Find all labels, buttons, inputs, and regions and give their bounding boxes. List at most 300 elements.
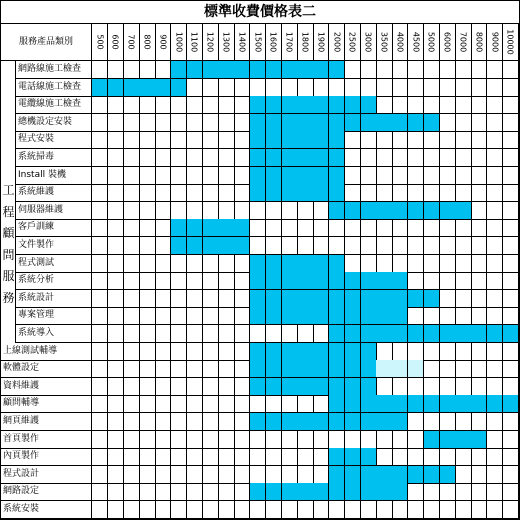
price-cell	[329, 184, 345, 202]
row-label: 電纜線施工檢查	[16, 96, 92, 114]
price-cell	[455, 448, 471, 466]
price-cell	[408, 79, 424, 97]
row-label: 首頁製作	[1, 431, 92, 449]
price-cell	[92, 272, 108, 290]
price-cell	[187, 466, 203, 484]
price-cell	[282, 79, 298, 97]
price-cell	[313, 184, 329, 202]
price-cell	[361, 325, 377, 343]
price-cell	[155, 483, 171, 501]
price-cell	[139, 114, 155, 132]
price-cell	[155, 325, 171, 343]
price-cell	[266, 219, 282, 237]
price-cell	[313, 501, 329, 519]
row-label: Install 裝機	[16, 167, 92, 185]
price-cell	[455, 219, 471, 237]
price-cell	[313, 114, 329, 132]
price-cell	[203, 96, 219, 114]
price-cell	[171, 307, 187, 325]
price-cell	[124, 219, 140, 237]
column-header-label: 7000	[458, 31, 468, 53]
price-cell	[487, 149, 503, 167]
price-cell	[424, 360, 440, 378]
price-cell	[92, 255, 108, 273]
row-label: 專案管理	[16, 307, 92, 325]
price-cell	[345, 307, 361, 325]
price-cell	[455, 255, 471, 273]
price-cell	[376, 307, 392, 325]
price-cell	[266, 501, 282, 519]
price-cell	[266, 413, 282, 431]
price-cell	[108, 290, 124, 308]
price-cell	[171, 378, 187, 396]
column-header	[361, 23, 377, 61]
price-cell	[139, 290, 155, 308]
price-cell	[218, 448, 234, 466]
price-cell	[424, 79, 440, 97]
price-cell	[408, 483, 424, 501]
price-cell	[487, 501, 503, 519]
price-cell	[313, 413, 329, 431]
price-cell	[187, 149, 203, 167]
price-cell	[124, 96, 140, 114]
price-cell	[266, 483, 282, 501]
column-header-label: 500	[95, 34, 105, 50]
price-cell	[408, 96, 424, 114]
price-cell	[187, 483, 203, 501]
price-cell	[171, 325, 187, 343]
column-header-label: 1900	[316, 31, 326, 53]
price-cell	[266, 360, 282, 378]
price-cell	[155, 96, 171, 114]
price-cell	[408, 466, 424, 484]
price-cell	[440, 501, 456, 519]
price-cell	[250, 413, 266, 431]
price-cell	[218, 466, 234, 484]
price-cell	[313, 325, 329, 343]
price-cell	[487, 219, 503, 237]
price-cell	[124, 466, 140, 484]
price-cell	[503, 149, 519, 167]
group-label-char: 務	[2, 290, 15, 305]
price-cell	[234, 343, 250, 361]
price-cell	[108, 131, 124, 149]
price-cell	[124, 448, 140, 466]
price-cell	[250, 131, 266, 149]
price-cell	[455, 61, 471, 79]
price-cell	[503, 290, 519, 308]
price-cell	[392, 96, 408, 114]
price-cell	[250, 501, 266, 519]
price-cell	[297, 343, 313, 361]
price-cell	[424, 290, 440, 308]
price-cell	[203, 431, 219, 449]
price-cell	[455, 167, 471, 185]
price-cell	[487, 255, 503, 273]
price-cell	[108, 325, 124, 343]
price-cell	[297, 79, 313, 97]
price-cell	[440, 255, 456, 273]
price-cell	[297, 131, 313, 149]
column-header	[108, 23, 124, 61]
price-cell	[329, 202, 345, 220]
price-cell	[124, 184, 140, 202]
price-cell	[440, 219, 456, 237]
price-cell	[92, 290, 108, 308]
price-cell	[503, 431, 519, 449]
price-cell	[108, 466, 124, 484]
column-header-label: 1100	[189, 31, 199, 53]
price-cell	[345, 395, 361, 413]
price-cell	[392, 378, 408, 396]
price-cell	[424, 219, 440, 237]
column-header	[92, 23, 108, 61]
price-cell	[171, 501, 187, 519]
row-label: 網路線施工檢查	[16, 61, 92, 79]
price-cell	[424, 167, 440, 185]
price-cell	[92, 343, 108, 361]
row-label: 資料維護	[1, 378, 92, 396]
column-header	[187, 23, 203, 61]
price-cell	[282, 167, 298, 185]
price-cell	[124, 167, 140, 185]
price-cell	[392, 343, 408, 361]
price-cell	[282, 501, 298, 519]
price-cell	[440, 184, 456, 202]
price-cell	[92, 431, 108, 449]
column-header-label: 5000	[426, 31, 436, 53]
price-cell	[187, 413, 203, 431]
price-cell	[124, 131, 140, 149]
price-cell	[503, 131, 519, 149]
price-cell	[455, 360, 471, 378]
price-cell	[92, 448, 108, 466]
price-cell	[171, 290, 187, 308]
price-cell	[250, 167, 266, 185]
price-cell	[108, 378, 124, 396]
price-cell	[139, 237, 155, 255]
price-cell	[408, 290, 424, 308]
price-cell	[376, 360, 392, 378]
row-label: 電話線施工檢查	[16, 79, 92, 97]
price-cell	[234, 237, 250, 255]
price-cell	[408, 255, 424, 273]
price-cell	[171, 413, 187, 431]
price-cell	[266, 184, 282, 202]
price-cell	[313, 131, 329, 149]
price-cell	[392, 237, 408, 255]
price-cell	[108, 167, 124, 185]
price-cell	[471, 395, 487, 413]
price-cell	[234, 290, 250, 308]
price-cell	[313, 483, 329, 501]
price-cell	[361, 255, 377, 273]
price-cell	[92, 378, 108, 396]
column-header-label: 900	[158, 34, 168, 50]
price-cell	[92, 466, 108, 484]
price-cell	[487, 307, 503, 325]
price-cell	[471, 431, 487, 449]
price-cell	[424, 448, 440, 466]
price-cell	[108, 96, 124, 114]
price-cell	[440, 307, 456, 325]
price-cell	[487, 343, 503, 361]
price-cell	[487, 483, 503, 501]
price-cell	[266, 307, 282, 325]
price-cell	[392, 219, 408, 237]
price-cell	[471, 360, 487, 378]
price-cell	[203, 184, 219, 202]
price-cell	[471, 79, 487, 97]
price-cell	[234, 395, 250, 413]
price-cell	[361, 202, 377, 220]
price-cell	[139, 79, 155, 97]
price-cell	[361, 395, 377, 413]
price-cell	[392, 307, 408, 325]
price-cell	[234, 184, 250, 202]
price-cell	[297, 466, 313, 484]
price-cell	[297, 202, 313, 220]
price-cell	[155, 413, 171, 431]
price-cell	[139, 395, 155, 413]
price-cell	[345, 167, 361, 185]
price-cell	[139, 272, 155, 290]
price-cell	[266, 343, 282, 361]
price-cell	[392, 448, 408, 466]
price-cell	[361, 272, 377, 290]
price-cell	[329, 219, 345, 237]
price-cell	[376, 325, 392, 343]
price-cell	[203, 272, 219, 290]
price-cell	[345, 61, 361, 79]
price-cell	[471, 466, 487, 484]
price-cell	[503, 325, 519, 343]
price-cell	[361, 448, 377, 466]
price-cell	[392, 131, 408, 149]
price-cell	[392, 413, 408, 431]
price-cell	[282, 184, 298, 202]
price-cell	[108, 360, 124, 378]
price-cell	[187, 184, 203, 202]
row-label: 程式設計	[1, 466, 92, 484]
price-cell	[329, 114, 345, 132]
price-cell	[234, 307, 250, 325]
price-cell	[376, 378, 392, 396]
price-cell	[282, 202, 298, 220]
price-cell	[234, 360, 250, 378]
price-cell	[487, 114, 503, 132]
price-cell	[424, 184, 440, 202]
price-cell	[408, 431, 424, 449]
price-cell	[408, 202, 424, 220]
price-cell	[297, 413, 313, 431]
price-cell	[171, 149, 187, 167]
column-header-label: 1600	[268, 31, 278, 53]
price-cell	[282, 395, 298, 413]
price-cell	[171, 114, 187, 132]
price-cell	[171, 343, 187, 361]
price-cell	[218, 61, 234, 79]
price-cell	[455, 114, 471, 132]
column-header-label: 3500	[379, 31, 389, 53]
price-cell	[234, 219, 250, 237]
price-cell	[282, 360, 298, 378]
price-cell	[187, 378, 203, 396]
price-cell	[282, 431, 298, 449]
price-cell	[218, 184, 234, 202]
price-cell	[203, 483, 219, 501]
price-cell	[376, 114, 392, 132]
price-cell	[471, 325, 487, 343]
price-cell	[440, 448, 456, 466]
column-header	[376, 23, 392, 61]
price-cell	[187, 431, 203, 449]
price-cell	[424, 466, 440, 484]
price-cell	[139, 325, 155, 343]
price-cell	[424, 255, 440, 273]
price-cell	[282, 290, 298, 308]
price-cell	[313, 395, 329, 413]
price-cell	[440, 96, 456, 114]
price-cell	[345, 219, 361, 237]
price-cell	[171, 167, 187, 185]
price-cell	[187, 237, 203, 255]
price-cell	[361, 131, 377, 149]
price-cell	[108, 448, 124, 466]
price-cell	[313, 237, 329, 255]
price-cell	[408, 343, 424, 361]
price-cell	[139, 131, 155, 149]
price-cell	[218, 202, 234, 220]
price-cell	[282, 448, 298, 466]
price-cell	[155, 79, 171, 97]
price-cell	[329, 448, 345, 466]
price-cell	[234, 114, 250, 132]
price-cell	[376, 149, 392, 167]
price-cell	[297, 378, 313, 396]
price-cell	[455, 202, 471, 220]
price-cell	[171, 237, 187, 255]
price-cell	[250, 255, 266, 273]
price-cell	[171, 96, 187, 114]
price-cell	[218, 219, 234, 237]
price-cell	[108, 219, 124, 237]
price-cell	[250, 149, 266, 167]
price-cell	[234, 131, 250, 149]
price-cell	[203, 255, 219, 273]
price-cell	[455, 378, 471, 396]
price-cell	[329, 237, 345, 255]
price-cell	[361, 79, 377, 97]
row-label: 網頁維護	[1, 413, 92, 431]
price-cell	[487, 290, 503, 308]
price-cell	[187, 96, 203, 114]
price-cell	[218, 96, 234, 114]
price-cell	[345, 149, 361, 167]
price-cell	[329, 501, 345, 519]
price-cell	[345, 431, 361, 449]
price-cell	[376, 255, 392, 273]
price-cell	[155, 219, 171, 237]
price-cell	[234, 501, 250, 519]
price-cell	[487, 466, 503, 484]
price-cell	[408, 61, 424, 79]
price-cell	[124, 290, 140, 308]
price-cell	[424, 431, 440, 449]
column-header	[329, 23, 345, 61]
price-cell	[408, 114, 424, 132]
price-cell	[139, 466, 155, 484]
price-cell	[218, 395, 234, 413]
price-cell	[440, 466, 456, 484]
price-cell	[139, 202, 155, 220]
row-label: 內頁製作	[1, 448, 92, 466]
price-cell	[329, 378, 345, 396]
price-cell	[408, 149, 424, 167]
column-header	[139, 23, 155, 61]
price-cell	[108, 149, 124, 167]
price-cell	[124, 395, 140, 413]
price-cell	[440, 483, 456, 501]
price-cell	[345, 343, 361, 361]
price-cell	[455, 96, 471, 114]
price-cell	[440, 290, 456, 308]
price-cell	[187, 343, 203, 361]
price-cell	[503, 272, 519, 290]
price-cell	[187, 360, 203, 378]
group-label-char: 程	[2, 204, 15, 219]
price-cell	[392, 184, 408, 202]
price-cell	[471, 413, 487, 431]
price-cell	[408, 325, 424, 343]
price-cell	[124, 325, 140, 343]
price-cell	[155, 307, 171, 325]
price-cell	[424, 483, 440, 501]
price-cell	[297, 237, 313, 255]
price-cell	[376, 290, 392, 308]
price-cell	[297, 255, 313, 273]
column-header	[455, 23, 471, 61]
price-cell	[250, 431, 266, 449]
column-header	[155, 23, 171, 61]
price-cell	[329, 79, 345, 97]
price-cell	[455, 272, 471, 290]
column-header	[266, 23, 282, 61]
price-cell	[503, 343, 519, 361]
price-cell	[503, 114, 519, 132]
column-header	[345, 23, 361, 61]
row-label: 文件製作	[16, 237, 92, 255]
price-cell	[124, 202, 140, 220]
price-cell	[455, 395, 471, 413]
price-cell	[250, 307, 266, 325]
price-cell	[124, 237, 140, 255]
price-cell	[329, 431, 345, 449]
price-cell	[234, 79, 250, 97]
price-cell	[155, 466, 171, 484]
price-cell	[376, 413, 392, 431]
price-cell	[455, 343, 471, 361]
price-cell	[392, 395, 408, 413]
column-header	[408, 23, 424, 61]
price-cell	[313, 343, 329, 361]
price-cell	[345, 79, 361, 97]
price-cell	[471, 96, 487, 114]
price-cell	[139, 483, 155, 501]
price-cell	[171, 79, 187, 97]
price-cell	[329, 272, 345, 290]
price-cell	[124, 413, 140, 431]
